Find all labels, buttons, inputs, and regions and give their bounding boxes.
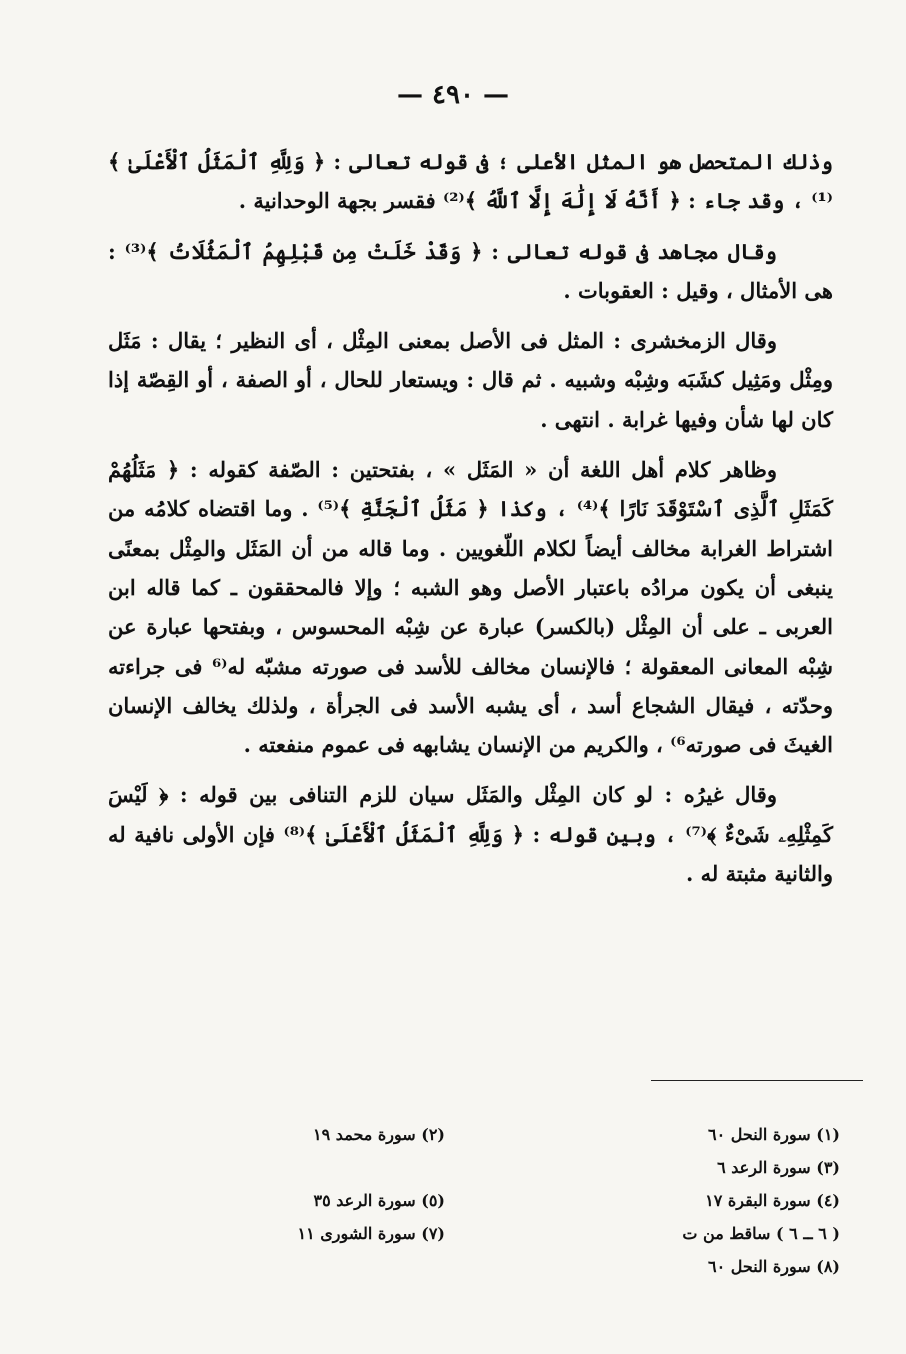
footnote-5: (٥) سورة الرعد ٣٥ bbox=[313, 1191, 445, 1210]
footnote-7: (٧) سورة الشورى ١١ bbox=[297, 1224, 445, 1243]
footnote-8: (٨) سورة النحل ٦٠ bbox=[707, 1257, 840, 1276]
footnote-3: (٣) سورة الرعد ٦ bbox=[717, 1158, 840, 1177]
footnote-6: ( ٦ ــ ٦ ) ساقط من ت bbox=[682, 1224, 840, 1243]
footnote-4: (٤) سورة البقرة ١٧ bbox=[705, 1191, 840, 1210]
footnote-1: (١) سورة النحل ٦٠ bbox=[707, 1125, 840, 1144]
footnote-2: (٢) سورة محمد ١٩ bbox=[313, 1125, 445, 1144]
footnote-divider bbox=[651, 1080, 863, 1081]
paragraph-2: وقال مجاهد فى قوله تعالى : ﴿ وَقَدْ خَلَتْ مِن قَبْلِهِمُ ٱلْمَثُلَاتُ ﴾⁽³⁾ : هى الأمثال ، وقيل : العقوبات . bbox=[108, 238, 833, 303]
paragraph-1: وذلك المتحصل هو المثل الأعلى ؛ فى قوله تعالى : ﴿ وَلِلَّهِ ٱلْمَثَلُ ٱلْأَعْلَىٰ ﴾⁽¹⁾ ، وقد جاء : ﴿ أَنَّهُ لَا إِلَٰهَ إِلَّا ٱللَّهُ ﴾⁽²⁾ فقسر بجهة الوحدانية . bbox=[108, 149, 833, 214]
main-text bbox=[108, 142, 833, 904]
paragraph-5: وقال غيرُه : لو كان المِثْل والمَثَل سيان للزم التنافى بين قوله : ﴿ لَيْسَ كَمِثْلِهِۦ شَىْءٌ ﴾⁽⁷⁾ ، وبين قوله : ﴿ وَلِلَّهِ ٱلْمَثَلُ ٱلْأَعْلَىٰ ﴾⁽⁸⁾ فإن الأولى نافية له والثانية مثبتة له . bbox=[108, 782, 833, 887]
page-number: — ٤٩٠ — bbox=[396, 80, 510, 110]
paragraph-4: وظاهر كلام أهل اللغة أن « المَثَل » ، بفتحتين : الصّفة كقوله : ﴿ مَثَلُهُمْ كَمَثَلِ ٱلَّذِى ٱسْتَوْقَدَ نَارًا ﴾⁽⁴⁾ ، وكذا ﴿ مَثَلُ ٱلْجَنَّةِ ﴾⁽⁵⁾ . وما اقتضاه كلامُه من اشتراط الغرابة مخالف أيضاً لكلام اللّغويين . وما قاله من أن المَثَل والمِثْل بمعنًى ينبغى أن يكون مرادُه باعتبار الأصل وهو الشبه ؛ وإلا فالمحققون ـ كما قاله ابن العربى ـ على أن المِثْل (بالكسر) عبارة عن شِبْه المحسوس ، وبفتحها عبارة عن شِبْه المعانى المعقولة ؛ فالإنسان مخالف للأسد فى صورته مشبّه له⁽⁶ فى جراءته وحدّته ، فيقال الشجاع أسد ، أى يشبه الأسد فى الجرأة ، ولذلك يخالف الإنسان الغيثَ فى صورته⁶⁾ ، والكريم من الإنسان يشابهه فى عموم منفعته . bbox=[108, 457, 833, 758]
paragraph-3: وقال الزمخشرى : المثل فى الأصل بمعنى المِثْل ، أى النظير ؛ يقال : مَثَل ومِثْل ومَثِيل كشَبَه وشِبْه وشبيه . ثم قال : ويستعار للحال ، أو الصفة ، أو القِصّة إذا كان لها شأن وفيها غرابة . انتهى . bbox=[108, 328, 833, 432]
footnotes-right-column bbox=[540, 1118, 840, 1283]
footnotes-left-column bbox=[145, 1118, 445, 1250]
